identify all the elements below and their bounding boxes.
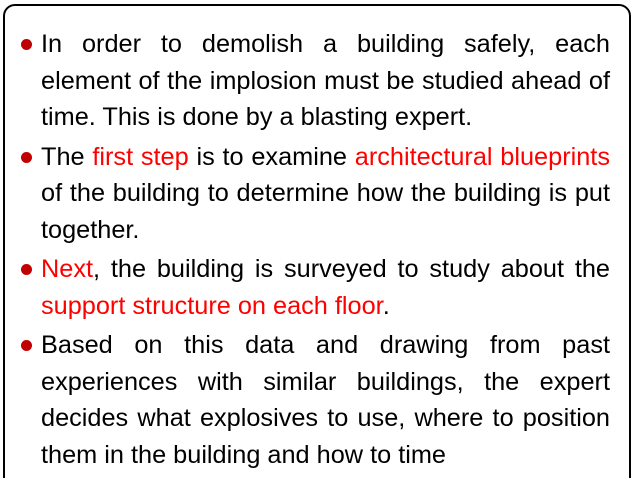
bullet-dot-icon	[21, 264, 32, 275]
highlight-architectural-blueprints: architectural blueprints	[354, 142, 610, 171]
highlight-first-step: first step	[92, 142, 189, 171]
highlight-support-structure: support structure on each floor	[41, 291, 383, 320]
bullet-list	[20, 26, 610, 476]
bullet-text: .	[382, 291, 390, 320]
bullet-text: In order to demolish a building safely, each element of the implosion must be studied ahead of time. This is done by a blasting expert.	[41, 30, 610, 131]
bullet-item-1	[20, 26, 610, 136]
bullet-dot-icon	[21, 340, 32, 351]
bullet-text: , the building is surveyed to study about the	[93, 255, 610, 283]
bullet-dot-icon	[21, 152, 32, 163]
bullet-text: is to examine	[188, 142, 355, 171]
bullet-dot-icon	[21, 39, 32, 50]
bullet-item-3	[20, 251, 610, 324]
highlight-next: Next	[41, 255, 94, 283]
bullet-item-2	[20, 139, 610, 249]
bullet-text: of the building to determine how the building is put together.	[41, 179, 610, 244]
bullet-text: Based on this data and drawing from past experiences with similar buildings, the expert decides what explosives to use, where to position them in the building and how to time	[41, 331, 610, 469]
bullet-text: The	[41, 142, 93, 171]
bullet-item-4	[20, 327, 610, 473]
